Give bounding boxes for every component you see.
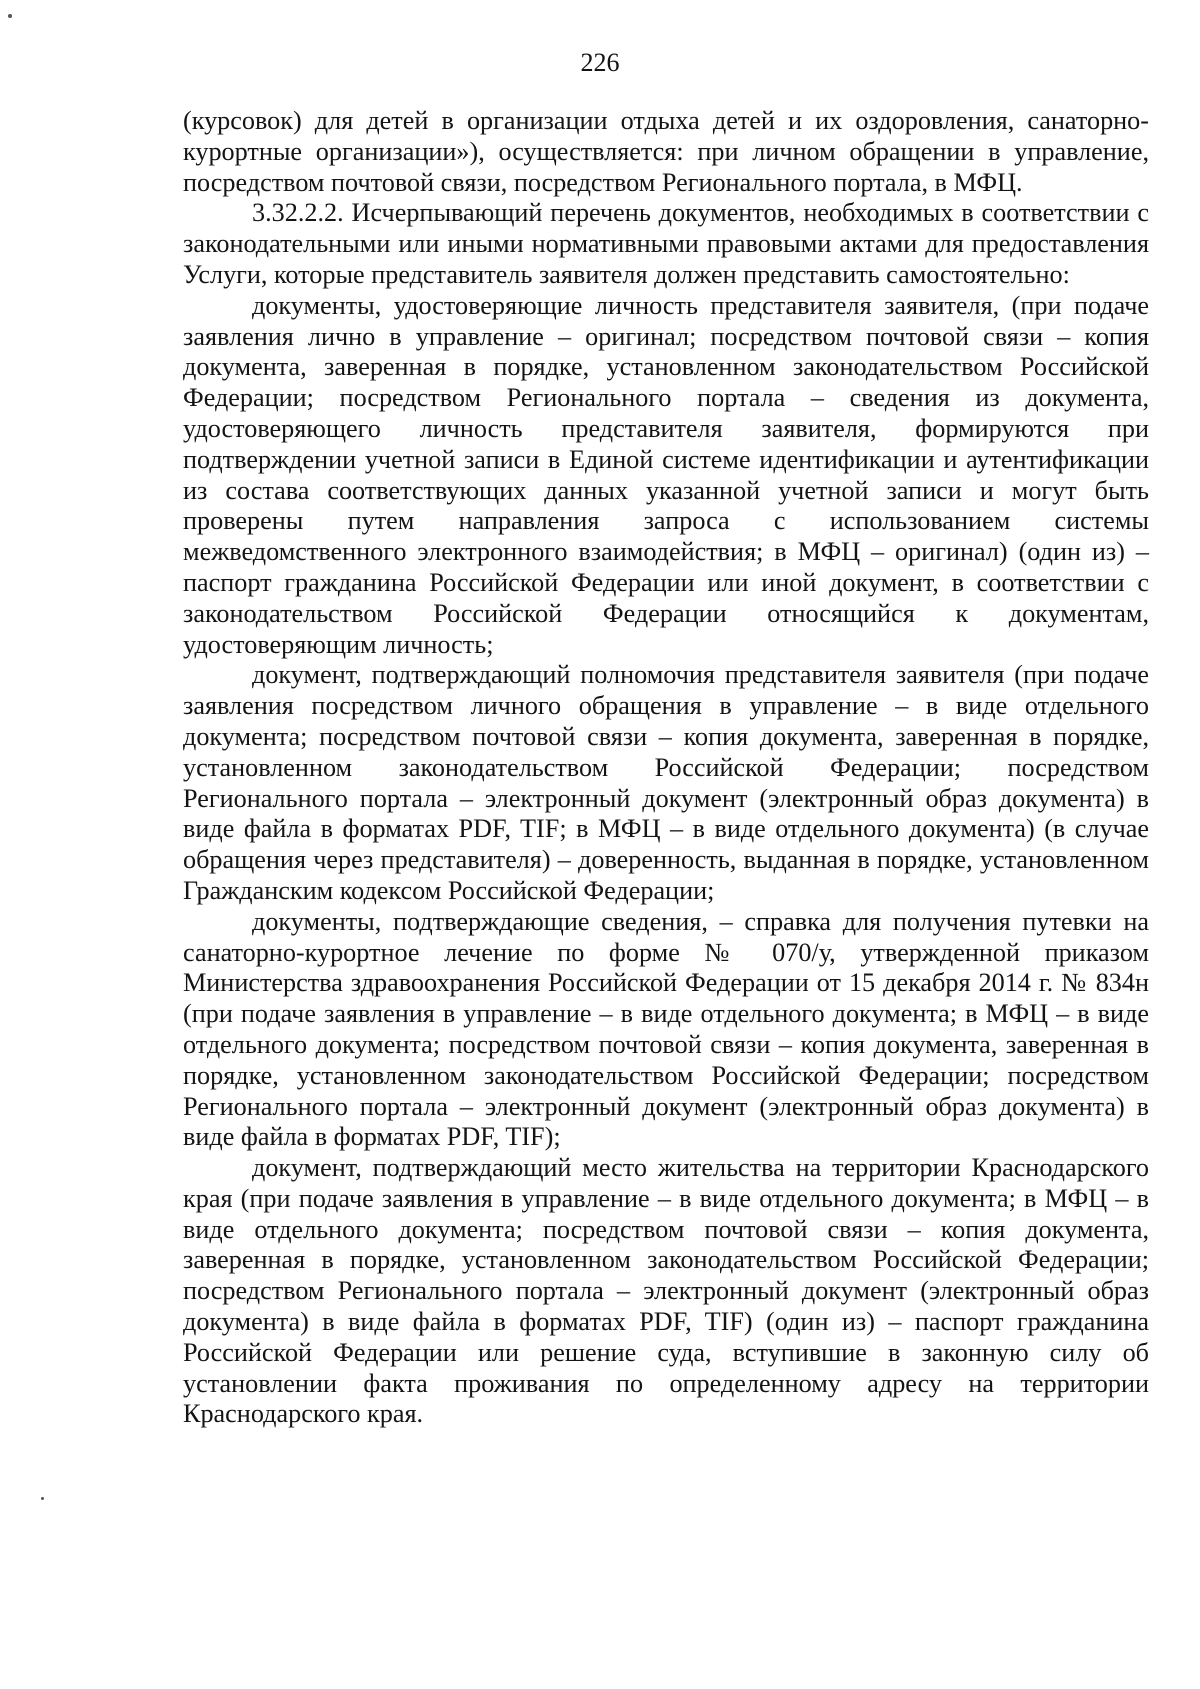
- paragraph: документ, подтверждающий место жительства на территории Краснодарского края (при подаче заявления в управление – в виде отдельного документа; в МФЦ – в виде отдельного документа; посредством почтовой связи – копия документа, заверенная в порядке, установленном законодательством Российской Федерации; посредством Регионального портала – электронный документ (электронный образ документа) в виде файла в форматах PDF, TIF) (один из) – паспорт гражданина Российской Федерации или решение суда, вступившие в законную силу об установлении факта проживания по определенному адресу на территории Краснодарского края.: [183, 1153, 1149, 1429]
- page-number: 226: [580, 48, 620, 77]
- scan-artifact: [8, 14, 12, 18]
- document-body: [183, 106, 1149, 1430]
- scan-artifact: [41, 1497, 44, 1500]
- paragraph: (курсовок) для детей в организации отдыха детей и их оздоровления, санаторно-курортные организации»), осуществляется: при личном обращении в управление, посредством почтовой связи, посредством Регионального портала, в МФЦ.: [183, 106, 1149, 197]
- paragraph: документ, подтверждающий полномочия представителя заявителя (при подаче заявления посредством личного обращения в управление – в виде отдельного документа; посредством почтовой связи – копия документа, заверенная в порядке, установленном законодательством Российской Федерации; посредством Регионального портала – электронный документ (электронный образ документа) в виде файла в форматах PDF, TIF; в МФЦ – в виде отдельного документа) (в случае обращения через представителя) – доверенность, выданная в порядке, установленном Гражданским кодексом Российской Федерации;: [183, 660, 1149, 905]
- paragraph: документы, удостоверяющие личность представителя заявителя, (при подаче заявления лично в управление – оригинал; посредством почтовой связи – копия документа, заверенная в порядке, установленном законодательством Российской Федерации; посредством Регионального портала – сведения из документа, удостоверяющего личность представителя заявителя, формируются при подтверждении учетной записи в Единой системе идентификации и аутентификации из состава соответствующих данных указанной учетной записи и могут быть проверены путем направления запроса с использованием системы межведомственного электронного взаимодействия; в МФЦ – оригинал) (один из) – паспорт гражданина Российской Федерации или иной документ, в соответствии с законодательством Российской Федерации относящийся к документам, удостоверяющим личность;: [183, 290, 1149, 659]
- paragraph: документы, подтверждающие сведения, – справка для получения путевки на санаторно-курортное лечение по форме № 070/у, утвержденной приказом Министерства здравоохранения Российской Федерации от 15 декабря 2014 г. № 834н (при подаче заявления в управление – в виде отдельного документа; в МФЦ – в виде отдельного документа; посредством почтовой связи – копия документа, заверенная в порядке, установленном законодательством Российской Федерации; посредством Регионального портала – электронный документ (электронный образ документа) в виде файла в форматах PDF, TIF);: [183, 906, 1149, 1152]
- paragraph: 3.32.2.2. Исчерпывающий перечень документов, необходимых в соответствии с законодательными или иными нормативными правовыми актами для предоставления Услуги, которые представитель заявителя должен представить самостоятельно:: [183, 198, 1149, 289]
